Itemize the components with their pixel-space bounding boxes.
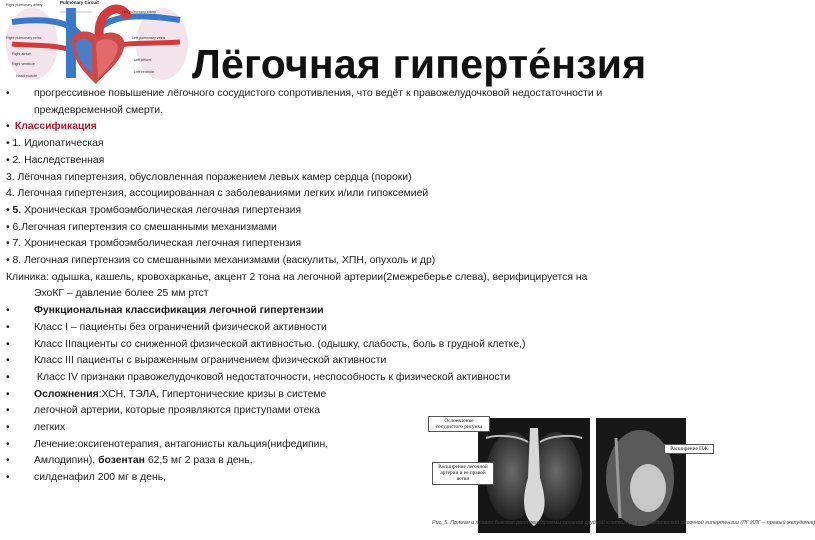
complications-line: • Осложнения:ХСН, ТЭЛА, Гипертонические кризы в системе (6, 388, 327, 400)
callout-pulmonary-artery: Расширение легочной артерии и ее правой ветви (432, 462, 494, 485)
class-item-6: • 6.Легочная гипертензия со смешанными механизмами (6, 221, 277, 233)
class-item-7: • 7. Хроническая тромбоэмболическая легочная гипертензия (6, 238, 302, 250)
label-heart-muscle: Heart muscle (16, 74, 38, 78)
callout-vascular-pattern: Ослоевление сосудистого рисунка (428, 416, 490, 432)
class-item-1: • 1. Идиопатическая (6, 138, 104, 150)
definition-text: прогрессивное повышение лёгочного сосудистого сопротивления, что ведёт к правожелудочковой недостаточности и (34, 88, 603, 99)
clinic-line: Клиника: одышка, кашель, кровохарканье, акцент 2 тона на легочной артерии(2межреберье слева), верифицируется на (6, 271, 588, 283)
bosentan-text: бозентан (98, 455, 145, 467)
definition-line: • прогрессивное повышение лёгочного сосудистого сопротивления, что ведёт к правожелудочковой недостаточности и (6, 88, 603, 99)
pulmonary-circuit-diagram (2, 0, 192, 88)
definition-line-cont: преждевременной смерти. (34, 104, 163, 116)
label-right-atrium: Right atrium (12, 52, 32, 56)
xray-frontal-image (478, 418, 590, 533)
label-left-pulmonary-artery: Left pulmonary artery (122, 10, 156, 14)
treatment-line-3: • силденафил 200 мг в день, (6, 472, 167, 484)
label-left-ventricle: Left ventricle (134, 70, 155, 74)
functional-class-heading-line: • Функциональная классификация легочной гипертензии (6, 305, 324, 317)
label-right-ventricle: Right ventricle (12, 62, 35, 66)
label-right-pulmonary-veins: Right pulmonary veins (6, 36, 42, 40)
label-right-pulmonary-artery: Right pulmonary artery (6, 3, 43, 7)
diagram-title: Pulmonary Circuit (60, 0, 99, 5)
class-item-3: 3. Лёгочная гипертензия, обусловленная поражением левых камер сердца (пороки) (6, 171, 412, 183)
functional-class-heading: Функциональная классификация легочной гипертензии (34, 305, 324, 317)
treatment-line: • Лечение:оксигенотерапия, антагонисты кальция(нифедипин, (6, 438, 329, 450)
complications-line-3: • легких (6, 422, 66, 434)
clinic-line-cont: ЭхоКГ – давление более 25 мм ртст (34, 288, 209, 300)
class-item-8: • 8. Легочная гипертензия со смешанными механизмами (васкулиты, ХПН, опухоль и др) (6, 255, 436, 267)
functional-class-1: • Класс I – пациенты без ограничений физической активности (6, 321, 327, 333)
class-item-4: 4. Легочная гипертензия, ассоциированная с заболеваниями легких и/или гипоксемией (6, 188, 429, 200)
treatment-line-2: • Амлодипин), бозентан 62,5 мг 2 раза в день, (6, 455, 253, 467)
complications-line-2: • легочной артерии, которые проявляются приступами отека (6, 405, 320, 417)
functional-class-2: • Класс IIпациенты со сниженной физической активностью. (одышку, слабость, боль в грудной клетке,) (6, 338, 526, 350)
figure-caption: Рис. 5. Прямая и правая боковая рентгенограммы органов грудной клетки при идиопатической легочной гипертензии (ЛГ ИЛГ – правый желудочек) (432, 520, 815, 526)
classification-heading: Классификация (14, 121, 97, 133)
class-item-5: • 5. Хроническая тромбоэмболическая легочная гипертензия (6, 204, 302, 216)
functional-class-3: • Класс III пациенты с выраженным ограничением физической активности (6, 355, 387, 367)
slide-title: Лёгочная гиперте́нзия (192, 41, 647, 87)
callout-right-ventricle: Расширение ПЖ (664, 444, 714, 454)
xray-lateral-image (596, 418, 686, 533)
classification-heading-line: • Классификация (6, 121, 97, 133)
label-left-atrium: Left atrium (134, 58, 151, 62)
functional-class-4: • Класс IV признаки правожелудочковой недостаточности, неспособность к физической активности (6, 371, 511, 383)
label-left-pulmonary-veins: Left pulmonary veins (132, 36, 166, 40)
class-item-2: • 2. Наследственная (6, 154, 105, 166)
